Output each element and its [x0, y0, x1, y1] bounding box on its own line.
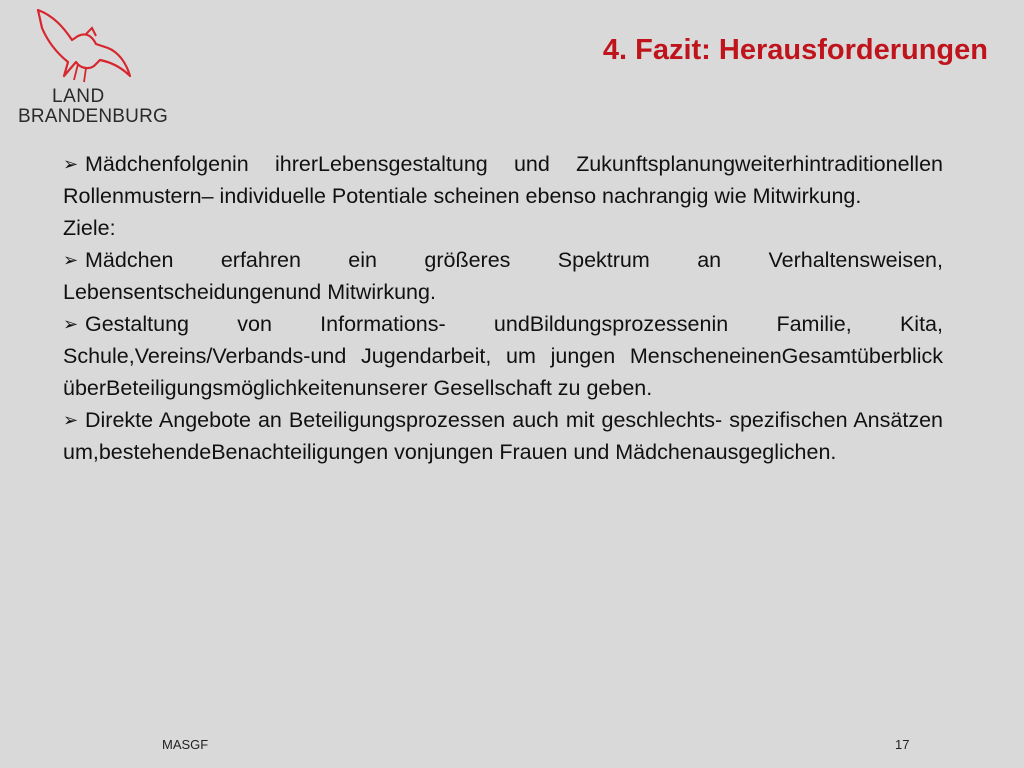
- land-brandenburg-logo: [14, 6, 174, 127]
- arrow-bullet-icon: ➢: [63, 154, 79, 174]
- paragraph-text: Mädchenfolgenin ihrerLebensgestaltung und Zukunftsplanungweiterhintraditionellen Rollenmustern– individuelle Potentiale scheinen ebenso nachrangig wie Mitwirkung.: [63, 152, 943, 208]
- paragraph-text: Mädchen erfahren ein größeres Spektrum an Verhaltensweisen, Lebensentscheidungenund Mitwirkung.: [63, 248, 943, 304]
- paragraph-text: Gestaltung von Informations- undBildungsprozessenin Familie, Kita, Schule,Vereins/Verbands-und Jugendarbeit, um jungen MenscheneinenGesamtüberblick überBeteiligungsmöglichkeitenunserer Gesellschaft zu geben.: [63, 312, 943, 400]
- logo-text-brandenburg: BRANDENBURG: [18, 106, 168, 127]
- slide-title: 4. Fazit: Herausforderungen: [602, 34, 988, 66]
- paragraph-text: Direkte Angebote an Beteiligungsprozessen auch mit geschlechts- spezifischen Ansätzen um,bestehendeBenachteiligungen vonjungen Frauen und Mädchenausgeglichen.: [63, 408, 943, 464]
- bullet-paragraph-2: [63, 244, 943, 308]
- bullet-paragraph-3: [63, 308, 943, 404]
- arrow-bullet-icon: ➢: [63, 250, 79, 270]
- footer-ministry-label: MASGF: [162, 737, 209, 752]
- logo-text-land: LAND: [52, 86, 105, 107]
- ziele-heading: Ziele:: [63, 216, 116, 240]
- slide-body: [63, 148, 943, 468]
- page-number: 17: [895, 737, 910, 752]
- eagle-icon: [34, 6, 134, 86]
- arrow-bullet-icon: ➢: [63, 410, 79, 430]
- bullet-paragraph-1: [63, 148, 943, 212]
- bullet-paragraph-4: [63, 404, 943, 468]
- arrow-bullet-icon: ➢: [63, 314, 79, 334]
